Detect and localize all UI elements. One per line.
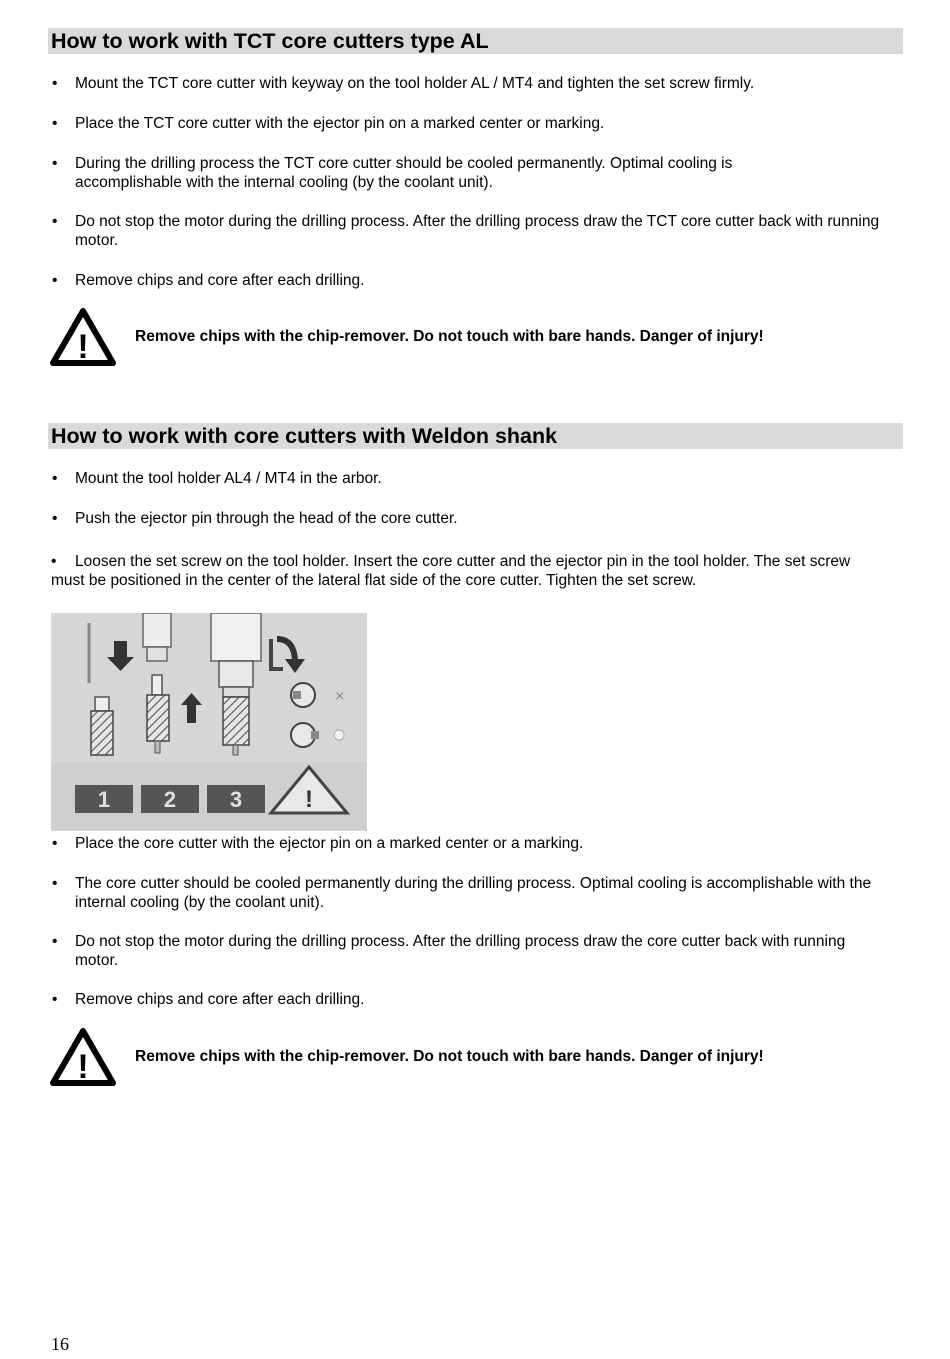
warning-triangle-icon [50,1028,116,1086]
warning-text: Remove chips with the chip-remover. Do not touch with bare hands. Danger of injury! [135,328,764,345]
bullet: • [52,272,58,289]
bullet: • [52,155,58,172]
list-item-text: The core cutter should be cooled permanently during the drilling process. Optimal cooling is accomplishable with the internal cooling (by the coolant unit). [75,875,872,911]
list-item-text: Place the core cutter with the ejector pin on a marked center or a marking. [75,835,584,852]
list-item [51,509,925,528]
bullet: • [52,875,58,892]
list-item [51,874,905,912]
list-item-text: Push the ejector pin through the head of the core cutter. [75,510,458,527]
wrong-mark: × [335,688,345,705]
list-item [51,74,925,93]
bullet: • [51,553,57,570]
bullet: • [52,835,58,852]
list-item-text: Remove chips and core after each drilling. [75,272,365,289]
list-item [51,469,925,488]
warning-triangle-icon [50,308,116,366]
bullet: • [52,75,58,92]
section-heading-tct: How to work with TCT core cutters type AL [48,28,903,54]
step-label-3: 3 [229,787,243,812]
page-number: 16 [51,1334,69,1354]
list-item [51,834,925,853]
list-item-text: Do not stop the motor during the drilling process. After the drilling process draw the core cutter back with running motor. [75,933,846,969]
list-item-text: Place the TCT core cutter with the ejector pin on a marked center or marking. [75,115,605,132]
warning-glyph: ! [77,328,89,366]
list-item [51,154,835,192]
list-item [51,114,925,133]
bullet: • [52,933,58,950]
step-label-2: 2 [163,787,177,812]
bullet: • [52,510,58,527]
list-item-text: Remove chips and core after each drilling. [75,991,365,1008]
list-item-text: Loosen the set screw on the tool holder. Insert the core cutter and the ejector pin in the tool holder. The set screw must be positioned in the center of the lateral flat side of the core cutter. Tighten the set screw. [51,553,851,589]
warning-text: Remove chips with the chip-remover. Do not touch with bare hands. Danger of injury! [135,1048,764,1065]
figure-warning-glyph: ! [305,786,313,813]
list-item-text: Do not stop the motor during the drilling process. After the drilling process draw the TCT core cutter back with running motor. [75,213,880,249]
step-label-1: 1 [97,787,111,812]
section-heading-weldon: How to work with core cutters with Weldon shank [48,423,903,449]
bullet: • [52,115,58,132]
list-item [51,212,915,250]
mounting-steps-figure [51,613,367,831]
list-item [51,932,875,970]
bullet: • [52,213,58,230]
list-item [51,990,925,1009]
warning-glyph: ! [77,1048,89,1086]
list-item [51,552,876,590]
list-item-text: During the drilling process the TCT core cutter should be cooled permanently. Optimal cooling is accomplishable with the internal cooling (by the coolant unit). [75,155,733,191]
list-item-text: Mount the TCT core cutter with keyway on the tool holder AL / MT4 and tighten the set screw firmly. [75,75,755,92]
bullet: • [52,470,58,487]
bullet: • [52,991,58,1008]
list-item-text: Mount the tool holder AL4 / MT4 in the arbor. [75,470,382,487]
list-item [51,271,925,290]
